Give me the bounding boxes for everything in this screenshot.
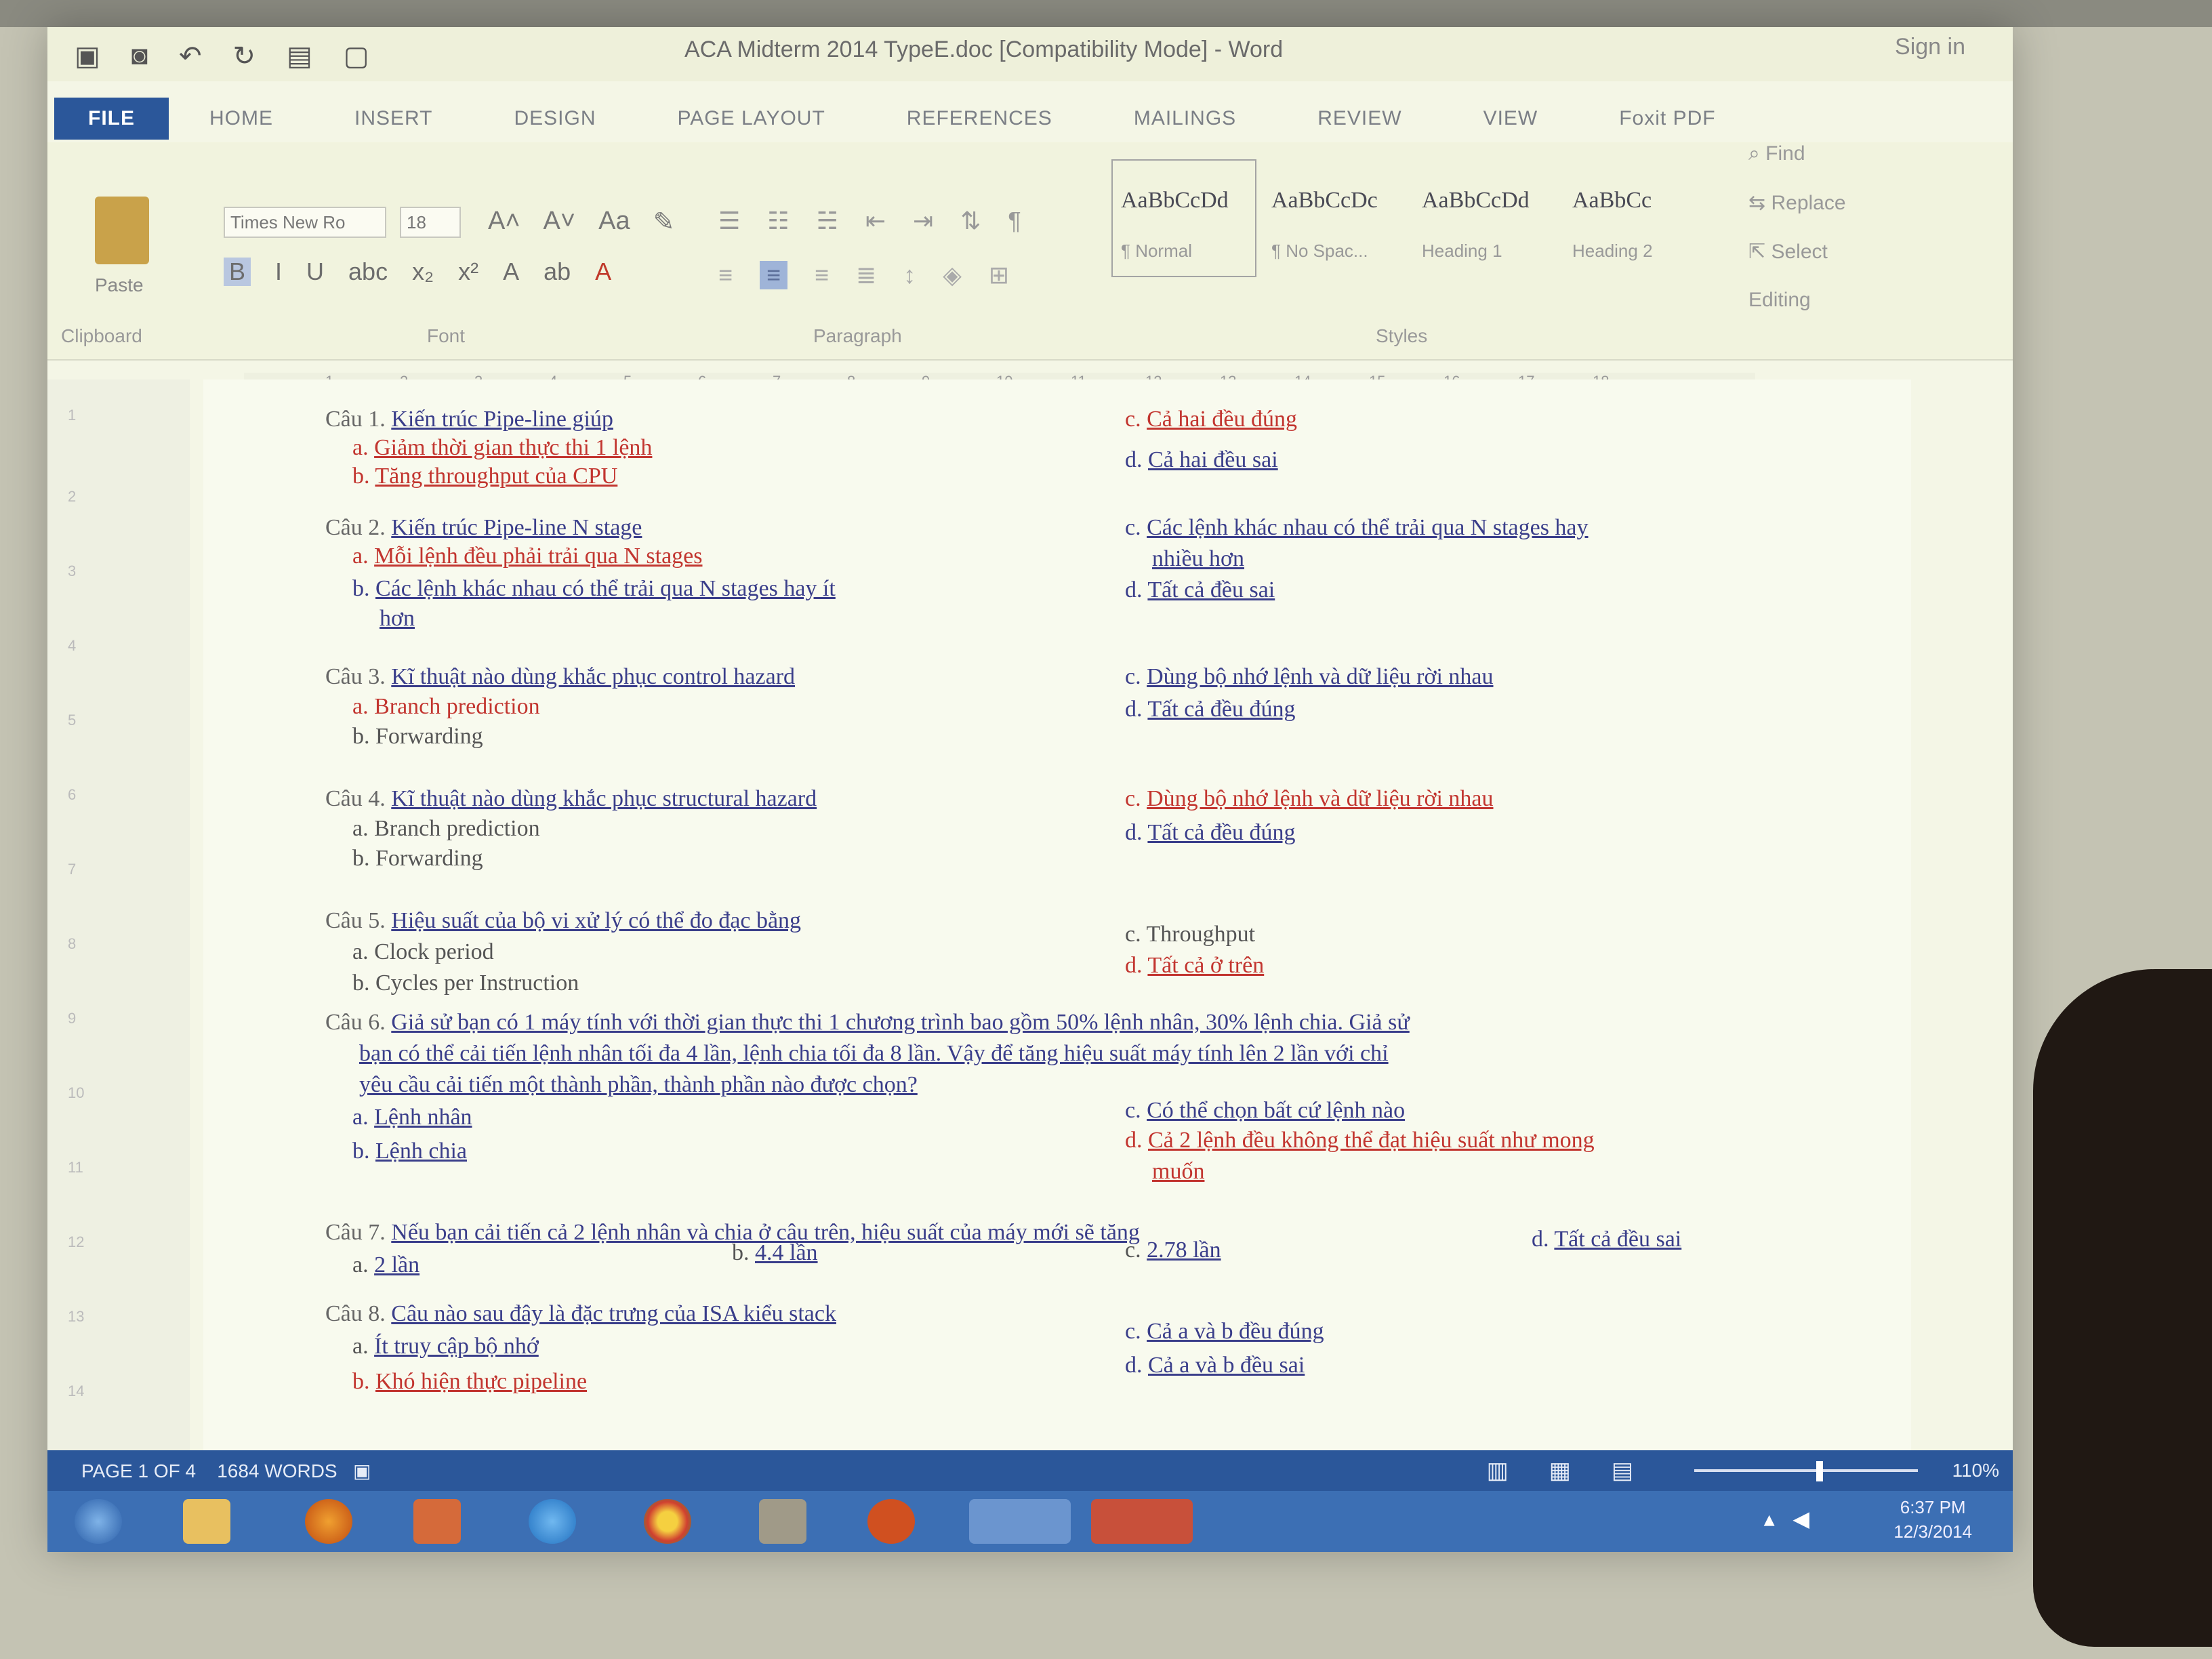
- question-text: Kĩ thuật nào dùng khắc phục structural hazard: [391, 786, 817, 811]
- answer-text: Branch prediction: [374, 816, 540, 841]
- question-number: Câu 4.: [325, 786, 386, 811]
- font-size-select[interactable]: 18: [400, 207, 461, 238]
- zoom-slider[interactable]: [1694, 1469, 1918, 1472]
- file-explorer-icon[interactable]: [183, 1499, 230, 1544]
- ribbon: [47, 142, 2013, 361]
- answer-a: a. Branch prediction: [352, 694, 540, 719]
- question-text: yêu cầu cải tiến một thành phần, thành phần nào được chọn?: [359, 1072, 918, 1097]
- question-text: Kiến trúc Pipe-line giúp: [391, 407, 613, 432]
- tab-file[interactable]: FILE: [54, 98, 169, 140]
- binoculars-icon: ⌕: [1748, 142, 1766, 165]
- answer-text: Các lệnh khác nhau có thể trải qua N stages hay: [1147, 515, 1589, 540]
- answer-a: a. Lệnh nhân: [352, 1105, 472, 1130]
- font-tools: [488, 207, 674, 237]
- tab-page-layout[interactable]: PAGE LAYOUT: [677, 107, 825, 129]
- firefox-icon[interactable]: [305, 1499, 352, 1544]
- print-layout-icon[interactable]: ▦: [1549, 1458, 1571, 1483]
- align-left-icon[interactable]: ≡: [718, 261, 733, 289]
- shading-icon[interactable]: ◈: [943, 261, 962, 289]
- tab-review[interactable]: REVIEW: [1317, 107, 1402, 129]
- taskbar-clock[interactable]: [1893, 1495, 1972, 1544]
- question-6: [325, 1010, 1410, 1036]
- answer-c: c. 2.78 lần: [1125, 1237, 1221, 1263]
- answer-a: a. 2 lần: [352, 1252, 420, 1277]
- projected-screen: [47, 27, 2013, 1552]
- answer-text: Throughput: [1146, 922, 1256, 947]
- text-effects-icon[interactable]: A: [503, 258, 520, 285]
- style-name: ¶ No Spac...: [1271, 241, 1368, 261]
- tray: [1764, 1506, 1809, 1532]
- alignment-tools: [718, 261, 1009, 289]
- question-2: [325, 515, 642, 541]
- question-number: Câu 5.: [325, 908, 386, 933]
- numbering-icon[interactable]: ☷: [767, 207, 790, 234]
- question-5: [325, 908, 801, 934]
- answer-b: b. Forwarding: [352, 846, 483, 871]
- answer-text: Clock period: [374, 939, 494, 964]
- style-heading-1[interactable]: [1412, 159, 1557, 277]
- answer-c: c. Dùng bộ nhớ lệnh và dữ liệu rời nhau: [1125, 664, 1494, 689]
- answer-text: hơn: [380, 606, 415, 631]
- style-sample: AaBbCcDd: [1422, 188, 1530, 213]
- start-button-icon[interactable]: [75, 1499, 122, 1544]
- answer-text: Cả hai đều đúng: [1147, 407, 1297, 432]
- change-case-icon[interactable]: Aa: [598, 207, 630, 235]
- quick-access-toolbar: [75, 41, 369, 72]
- chrome-icon[interactable]: [644, 1499, 691, 1544]
- question-text: Kiến trúc Pipe-line N stage: [391, 515, 642, 540]
- status-bar: [47, 1450, 2013, 1491]
- clock-date: 12/3/2014: [1893, 1521, 1972, 1542]
- tab-foxit-pdf[interactable]: Foxit PDF: [1619, 107, 1716, 129]
- select-label: Select: [1771, 241, 1828, 263]
- find-label: Find: [1765, 142, 1805, 165]
- bullets-icon[interactable]: ☰: [718, 207, 741, 234]
- answer-text: Tất cả đều đúng: [1147, 820, 1296, 845]
- find-button[interactable]: [1748, 142, 1846, 191]
- status-info: [81, 1460, 371, 1482]
- answer-text: Các lệnh khác nhau có thể trải qua N stages hay ít: [375, 576, 836, 601]
- editing-group-label: Editing: [1748, 289, 1811, 311]
- question-number: Câu 8.: [325, 1301, 386, 1326]
- style-normal[interactable]: [1111, 159, 1256, 277]
- answer-text: Tất cả đều sai: [1554, 1227, 1682, 1252]
- answer-text: Có thể chọn bất cứ lệnh nào: [1147, 1098, 1406, 1123]
- taskbar: [47, 1491, 2013, 1552]
- answer-text: Cả 2 lệnh đều không thể đạt hiệu suất như mong: [1148, 1128, 1595, 1153]
- read-mode-icon[interactable]: ▥: [1486, 1458, 1509, 1483]
- answer-text: Giảm thời gian thực thi 1 lệnh: [374, 435, 653, 460]
- answer-b: b. Các lệnh khác nhau có thể trải qua N stages hay ít: [352, 576, 836, 601]
- style-name: Heading 2: [1572, 241, 1653, 261]
- answer-c: c. Cả a và b đều đúng: [1125, 1319, 1324, 1344]
- web-layout-icon[interactable]: ▤: [1611, 1458, 1633, 1483]
- answer-text: Cả a và b đều đúng: [1147, 1319, 1324, 1344]
- answer-c-continued: [1152, 546, 1244, 572]
- question-number: Câu 7.: [325, 1220, 386, 1245]
- answer-d: d. Tất cả đều sai: [1532, 1227, 1682, 1252]
- left-margin: 1 2 3 4 5 6 7 8 9 10 11 12 13 14: [47, 380, 190, 1450]
- question-6-line-2: [359, 1041, 1389, 1067]
- answer-text: 4.4 lần: [755, 1240, 818, 1265]
- answer-text: 2.78 lần: [1147, 1237, 1221, 1263]
- question-number: Câu 1.: [325, 407, 386, 432]
- sort-icon[interactable]: ⇅: [960, 207, 981, 234]
- answer-text: Cả hai đều sai: [1148, 447, 1278, 472]
- answer-c: c. Dùng bộ nhớ lệnh và dữ liệu rời nhau: [1125, 786, 1494, 811]
- answer-d: d. Tất cả đều đúng: [1125, 820, 1296, 845]
- font-name-select[interactable]: Times New Ro: [224, 207, 386, 238]
- answer-d: d. Cả hai đều sai: [1125, 447, 1278, 472]
- increase-indent-icon[interactable]: ⇥: [913, 207, 934, 234]
- question-text: Nếu bạn cải tiến cả 2 lệnh nhân và chia ở câu trên, hiệu suất của máy mới sẽ tăng: [391, 1220, 1140, 1245]
- highlight-icon[interactable]: ab: [544, 258, 571, 285]
- justify-icon[interactable]: ≣: [856, 261, 877, 289]
- answer-text: Ít truy cập bộ nhớ: [374, 1334, 539, 1359]
- style-name: Heading 1: [1422, 241, 1502, 261]
- question-3: [325, 664, 795, 690]
- undo-icon[interactable]: ↶: [178, 41, 202, 71]
- answer-text: Forwarding: [375, 724, 483, 749]
- document-page[interactable]: [203, 380, 1911, 1450]
- question-text: bạn có thể cải tiến lệnh nhân tối đa 4 lần, lệnh chia tối đa 8 lần. Vậy để tăng hiệu suất máy tính lên 2 lần với chỉ: [359, 1041, 1389, 1066]
- question-4: [325, 786, 817, 812]
- answer-text: Tăng throughput của CPU: [375, 464, 618, 489]
- answer-b: b. Khó hiện thực pipeline: [352, 1369, 588, 1394]
- answer-text: Tất cả đều sai: [1147, 577, 1275, 602]
- style-heading-2[interactable]: [1563, 159, 1708, 277]
- shrink-font-icon[interactable]: A˅: [543, 207, 576, 235]
- clock-time: 6:37 PM: [1900, 1497, 1966, 1517]
- media-player-icon[interactable]: [413, 1499, 461, 1544]
- answer-d: d. Cả 2 lệnh đều không thể đạt hiệu suất như mong: [1125, 1128, 1595, 1153]
- answer-text: 2 lần: [374, 1252, 420, 1277]
- grow-font-icon[interactable]: A˄: [488, 207, 520, 235]
- answer-text: Tất cả ở trên: [1147, 953, 1265, 978]
- answer-b: b. Lệnh chia: [352, 1139, 467, 1164]
- answer-c: c. Có thể chọn bất cứ lệnh nào: [1125, 1098, 1406, 1123]
- select-button[interactable]: [1748, 240, 1846, 289]
- question-text: Giả sử bạn có 1 máy tính với thời gian thực thi 1 chương trình bao gồm 50% lệnh nhân, 30% lệnh chia. Giả sử: [391, 1010, 1410, 1035]
- save-icon[interactable]: ◙: [131, 41, 148, 70]
- answer-d: d. Tất cả ở trên: [1125, 953, 1265, 978]
- answer-text: nhiều hơn: [1152, 546, 1245, 571]
- paragraph-group-label: Paragraph: [813, 325, 902, 346]
- tab-view[interactable]: VIEW: [1483, 107, 1538, 129]
- styles-gallery: [1111, 159, 1713, 277]
- answer-text: Lệnh nhân: [374, 1105, 472, 1130]
- italic-icon[interactable]: I: [275, 258, 283, 285]
- question-number: Câu 3.: [325, 664, 386, 689]
- replace-button[interactable]: [1748, 191, 1846, 240]
- tab-design[interactable]: DESIGN: [514, 107, 596, 129]
- answer-text: Cả a và b đều sai: [1148, 1353, 1305, 1378]
- question-1: [325, 407, 613, 432]
- page-count[interactable]: PAGE 1 OF 4: [81, 1460, 197, 1481]
- clipboard-group-label: Clipboard: [61, 325, 142, 346]
- decrease-indent-icon[interactable]: ⇤: [865, 207, 886, 234]
- sign-in-link[interactable]: Sign in: [1895, 34, 1965, 60]
- answer-text: Khó hiện thực pipeline: [375, 1369, 588, 1394]
- answer-c: c. Cả hai đều đúng: [1125, 407, 1297, 432]
- answer-text: Branch prediction: [374, 694, 540, 719]
- font-color-icon[interactable]: A: [595, 258, 612, 285]
- answer-b-continued: [380, 606, 415, 632]
- view-buttons: [1487, 1457, 1633, 1484]
- zoom-level[interactable]: 110%: [1952, 1460, 1999, 1481]
- bold-icon[interactable]: B: [224, 258, 251, 286]
- style-sample: AaBbCc: [1572, 188, 1652, 213]
- title-bar: [47, 27, 2013, 81]
- clear-format-icon[interactable]: ✎: [653, 208, 675, 237]
- question-number: Câu 6.: [325, 1010, 386, 1035]
- redo-icon[interactable]: ↻: [232, 41, 255, 71]
- align-center-icon[interactable]: ≡: [760, 261, 787, 289]
- align-right-icon[interactable]: ≡: [815, 261, 830, 289]
- style-sample: AaBbCcDc: [1271, 188, 1378, 213]
- underline-icon[interactable]: U: [306, 258, 325, 285]
- question-text: Kĩ thuật nào dùng khắc phục control hazard: [391, 664, 796, 689]
- subscript-icon[interactable]: x₂: [412, 258, 434, 285]
- answer-text: Forwarding: [375, 846, 483, 871]
- answer-text: Mỗi lệnh đều phải trải qua N stages: [374, 544, 703, 569]
- person-head-silhouette: [2033, 969, 2212, 1647]
- tab-home[interactable]: HOME: [209, 107, 273, 129]
- answer-text: Cycles per Instruction: [375, 970, 579, 996]
- paste-icon[interactable]: [95, 197, 149, 264]
- answer-a: a. Clock period: [352, 939, 494, 964]
- answer-text: Lệnh chia: [375, 1139, 467, 1164]
- answer-c: c. Các lệnh khác nhau có thể trải qua N stages hay: [1125, 515, 1589, 540]
- question-6-line-3: [359, 1072, 918, 1098]
- show-hidden-icons-icon[interactable]: ▴: [1763, 1507, 1775, 1531]
- answer-text: Dùng bộ nhớ lệnh và dữ liệu rời nhau: [1147, 786, 1494, 811]
- app-icon[interactable]: [867, 1499, 915, 1544]
- answer-a: a. Mỗi lệnh đều phải trải qua N stages: [352, 544, 703, 569]
- internet-explorer-icon[interactable]: [529, 1499, 576, 1544]
- document-title: ACA Midterm 2014 TypeE.doc [Compatibility Mode] - Word: [684, 37, 1284, 62]
- format-buttons: [224, 258, 611, 286]
- answer-text: Tất cả đều đúng: [1147, 697, 1296, 722]
- word-icon[interactable]: ▣: [75, 41, 100, 71]
- answer-a: a. Branch prediction: [352, 816, 540, 841]
- pilcrow-icon[interactable]: ¶: [1008, 207, 1021, 234]
- tab-references[interactable]: REFERENCES: [906, 107, 1052, 129]
- zoom-slider-thumb[interactable]: [1816, 1461, 1823, 1481]
- answer-b: b. Forwarding: [352, 724, 483, 749]
- styles-group-label: Styles: [1376, 325, 1428, 346]
- new-doc-icon[interactable]: ▢: [343, 41, 369, 71]
- paste-button[interactable]: Paste: [95, 274, 144, 295]
- answer-text: muốn: [1152, 1159, 1205, 1184]
- tab-mailings[interactable]: MAILINGS: [1133, 107, 1237, 129]
- answer-a: a. Ít truy cập bộ nhớ: [352, 1334, 539, 1359]
- font-group-label: Font: [427, 325, 466, 346]
- style-no-spacing[interactable]: [1262, 159, 1407, 277]
- answer-a: a. Giảm thời gian thực thi 1 lệnh: [352, 435, 653, 460]
- ribbon-tabs: [47, 95, 1757, 142]
- answer-d: d. Cả a và b đều sai: [1125, 1353, 1305, 1378]
- question-8: [325, 1301, 836, 1327]
- scanner-icon[interactable]: [759, 1499, 806, 1544]
- paragraph-tools: [718, 207, 1021, 235]
- replace-icon: ⇆: [1748, 192, 1771, 214]
- line-spacing-icon[interactable]: ↕: [903, 261, 916, 289]
- question-text: Câu nào sau đây là đặc trưng của ISA kiểu stack: [391, 1301, 836, 1326]
- powerpoint-taskbar-icon[interactable]: [1091, 1499, 1193, 1544]
- answer-d: d. Tất cả đều đúng: [1125, 697, 1296, 722]
- style-sample: AaBbCcDd: [1121, 188, 1229, 213]
- answer-text: Dùng bộ nhớ lệnh và dữ liệu rời nhau: [1147, 664, 1494, 689]
- strikethrough-icon[interactable]: abc: [348, 258, 388, 285]
- question-text: Hiệu suất của bộ vi xử lý có thể đo đạc bằng: [391, 908, 802, 933]
- cursor-icon: ⇱: [1748, 241, 1771, 263]
- ceiling-shadow: [0, 0, 2212, 27]
- editing-group: [1748, 142, 1846, 337]
- style-name: ¶ Normal: [1121, 241, 1192, 261]
- superscript-icon[interactable]: x²: [458, 258, 479, 285]
- answer-b: b. 4.4 lần: [732, 1240, 818, 1265]
- multilevel-icon[interactable]: ☵: [816, 207, 838, 234]
- question-number: Câu 2.: [325, 515, 386, 540]
- answer-d-continued: [1152, 1159, 1204, 1185]
- replace-label: Replace: [1771, 192, 1846, 214]
- proofing-icon[interactable]: ▣: [352, 1460, 371, 1481]
- borders-icon[interactable]: ⊞: [988, 261, 1010, 289]
- print-icon[interactable]: ▤: [287, 41, 312, 71]
- answer-b: b. Cycles per Instruction: [352, 970, 579, 996]
- answer-b: b. Tăng throughput của CPU: [352, 464, 618, 489]
- tab-insert[interactable]: INSERT: [354, 107, 433, 129]
- word-count[interactable]: 1684 WORDS: [217, 1460, 337, 1481]
- word-taskbar-icon[interactable]: [969, 1499, 1071, 1544]
- answer-d: d. Tất cả đều sai: [1125, 577, 1275, 602]
- volume-icon[interactable]: ◀: [1793, 1507, 1809, 1531]
- answer-c: c. Throughput: [1125, 922, 1256, 947]
